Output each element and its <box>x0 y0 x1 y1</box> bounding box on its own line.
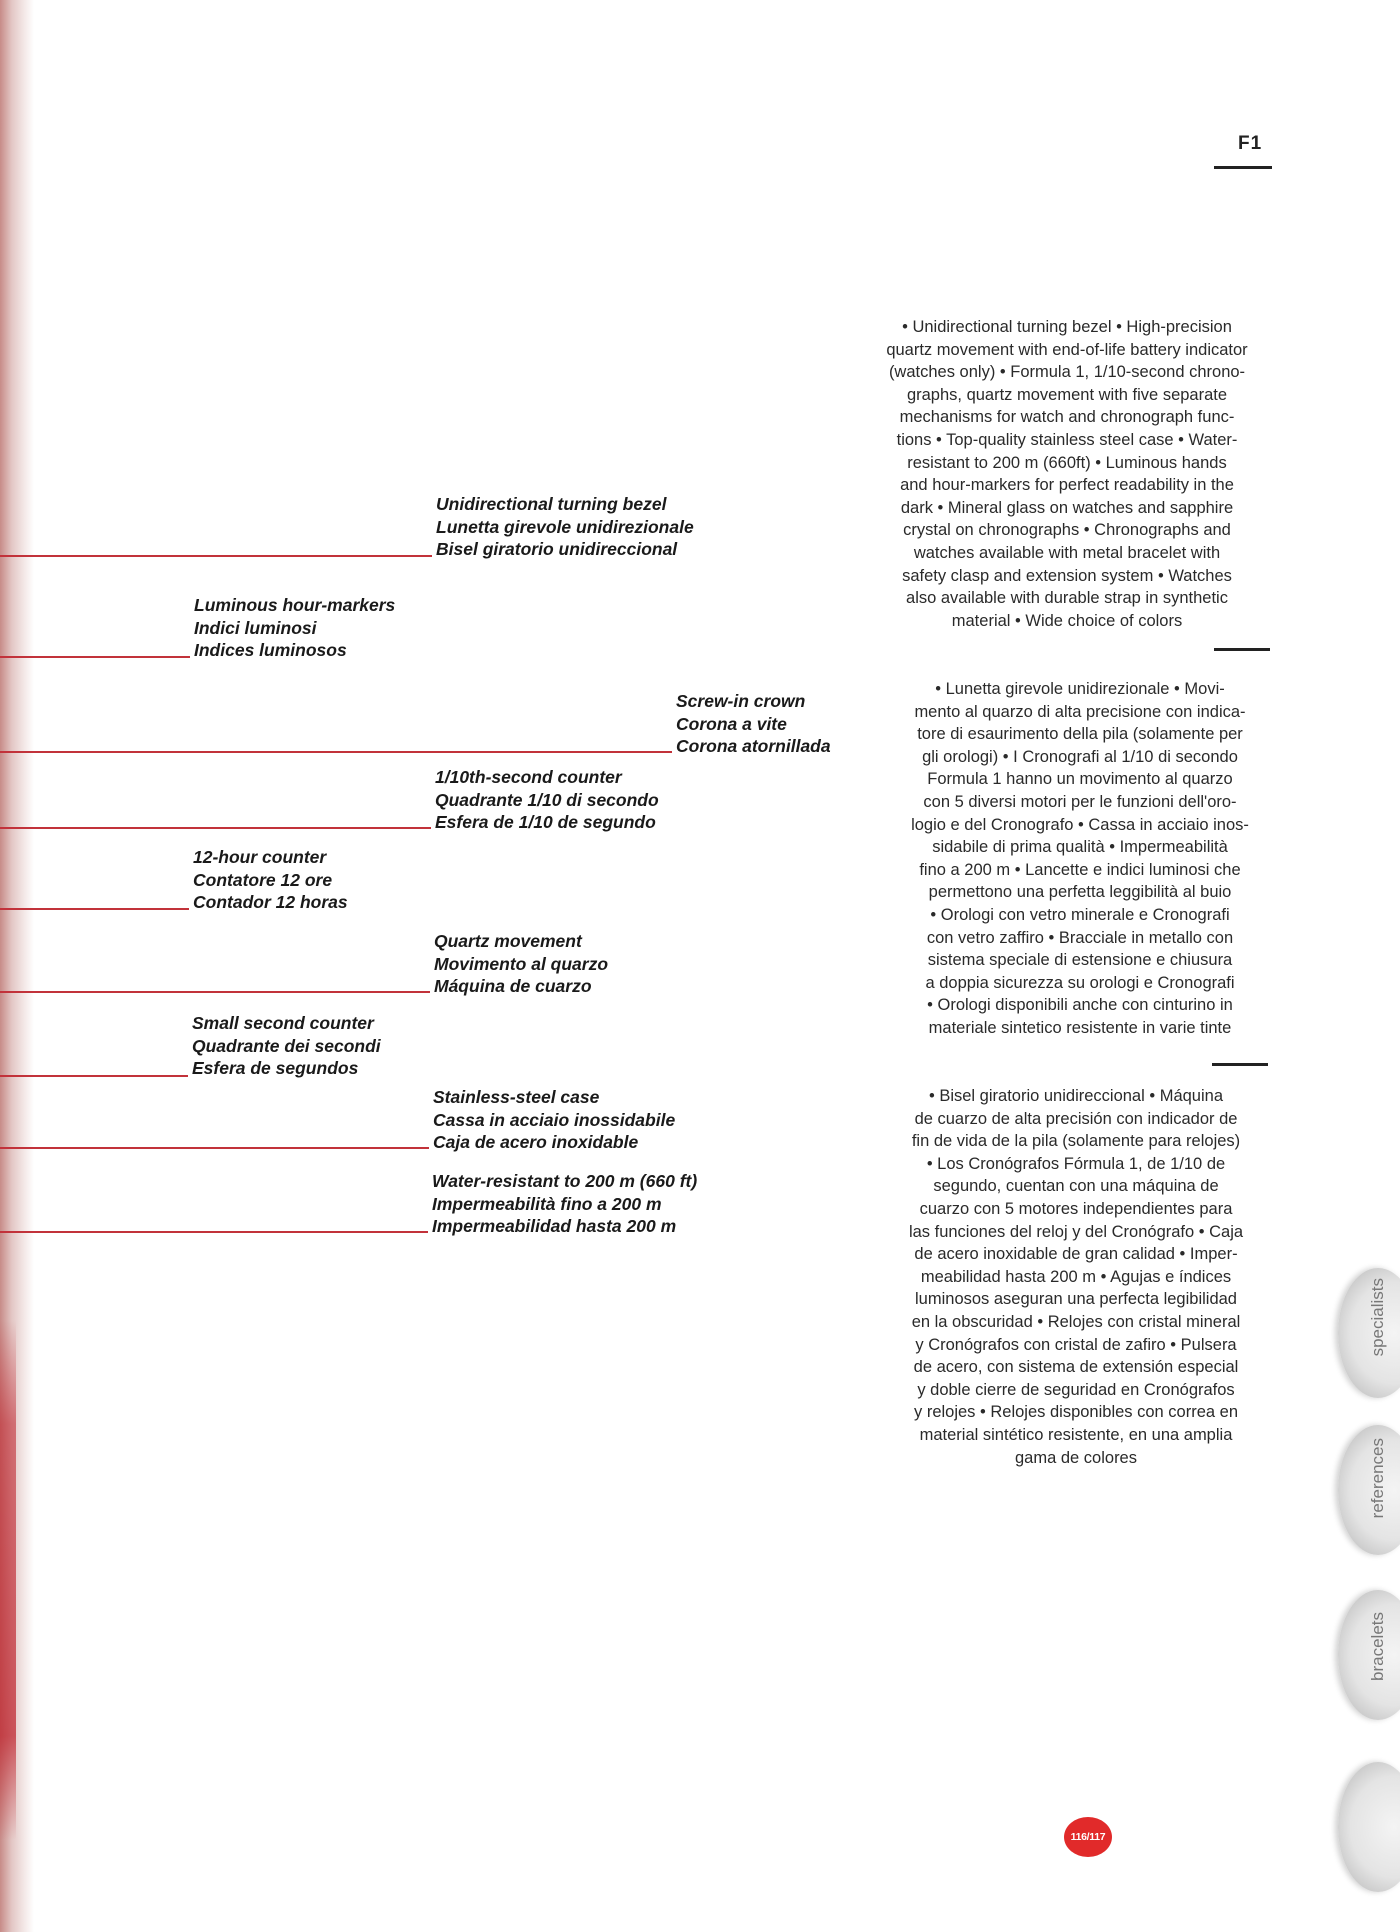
callout-line-es: Bisel giratorio unidireccional <box>436 539 678 559</box>
text-line: de acero, con sistema de extensión especial <box>913 1358 1239 1377</box>
callout-line-it: Contatore 12 ore <box>193 869 333 890</box>
text-line: cuarzo con 5 motores independientes para <box>919 1199 1233 1218</box>
text-line: • Unidirectional turning bezel • High-precision <box>902 318 1232 336</box>
text-line: materiale sintetico resistente in varie tinte <box>928 1018 1232 1037</box>
text-line: luminosos aseguran una perfecta legibilidad <box>915 1290 1237 1309</box>
section-rule <box>1214 166 1272 169</box>
page-number-badge: 116/117 <box>1064 1817 1112 1857</box>
callout-twelve-hour <box>193 846 348 914</box>
text-line: • Los Cronógrafos Fórmula 1, de 1/10 de <box>926 1154 1226 1173</box>
callout-line-it: Lunetta girevole unidirezionale <box>436 516 694 537</box>
callout-line-es: Contador 12 horas <box>193 892 348 912</box>
callout-line-it: Quadrante dei secondi <box>192 1035 381 1056</box>
leader-line-crown <box>0 751 672 753</box>
callout-hour-markers <box>194 594 395 662</box>
leader-line-quartz <box>0 991 430 993</box>
callout-quartz <box>434 930 608 998</box>
text-line: • Lunetta girevole unidirezionale • Movi- <box>935 680 1225 698</box>
leader-line-water <box>0 1231 428 1233</box>
callout-line-en: 1/10th-second counter <box>435 767 622 787</box>
text-line: watches available with metal bracelet with <box>913 543 1221 562</box>
callout-line-es: Corona atornillada <box>676 736 831 756</box>
leader-line-bezel <box>0 555 432 557</box>
text-line: con vetro zaffiro • Bracciale in metallo con <box>926 928 1234 947</box>
text-line: also available with durable strap in synthetic <box>906 589 1228 608</box>
text-line: gli orologi) • I Cronografi al 1/10 di secondo <box>922 747 1238 766</box>
callout-line-es: Impermeabilidad hasta 200 m <box>432 1216 677 1236</box>
text-line: (watches only) • Formula 1, 1/10-second chrono- <box>888 363 1246 382</box>
book-spine-shadow <box>0 0 34 1932</box>
text-line: • Bisel giratorio unidireccional • Máquina <box>928 1087 1224 1105</box>
section-code: F1 <box>1238 133 1263 154</box>
description-english <box>862 316 1272 632</box>
callout-line-en: Screw-in crown <box>676 691 806 711</box>
text-line: crystal on chronographs • Chronographs and <box>903 521 1231 540</box>
callout-line-en: Small second counter <box>192 1013 374 1033</box>
callout-line-en: Luminous hour-markers <box>194 595 396 615</box>
callout-line-es: Máquina de cuarzo <box>434 976 592 996</box>
description-divider <box>1212 1063 1268 1066</box>
text-line: safety clasp and extension system • Watches <box>902 566 1232 585</box>
callout-water <box>432 1170 697 1238</box>
callout-line-it: Movimento al quarzo <box>434 953 609 974</box>
text-line: resistant to 200 m (660ft) • Luminous hands <box>907 453 1227 472</box>
callout-line-en: 12-hour counter <box>193 847 327 867</box>
text-line: meabilidad hasta 200 m • Agujas e índices <box>920 1267 1232 1286</box>
text-line: a doppia sicurezza su orologi e Cronografi <box>925 973 1235 992</box>
callout-line-it: Cassa in acciaio inossidabile <box>433 1109 676 1130</box>
text-line: Formula 1 hanno un movimento al quarzo <box>927 770 1233 789</box>
text-line: segundo, cuentan con una máquina de <box>933 1177 1219 1196</box>
callout-line-es: Esfera de 1/10 de segundo <box>435 812 656 832</box>
callout-small-second <box>192 1012 381 1080</box>
callout-line-en: Quartz movement <box>434 931 582 951</box>
text-line: y relojes • Relojes disponibles con correa en <box>913 1403 1239 1422</box>
callout-line-en: Unidirectional turning bezel <box>436 494 667 514</box>
side-tab-label-bracelets: bracelets <box>1368 1612 1387 1681</box>
text-line: con 5 diversi motori per le funzioni dell'oro- <box>923 792 1237 811</box>
callout-case <box>433 1086 675 1154</box>
text-line: y doble cierre de seguridad en Cronógrafos <box>917 1380 1235 1399</box>
callout-line-es: Indices luminosos <box>194 640 347 660</box>
side-tab-label-references: references <box>1368 1438 1387 1519</box>
text-line: gama de colores <box>1015 1448 1137 1467</box>
text-line: logio e del Cronografo • Cassa in acciaio inos- <box>911 815 1249 834</box>
leader-line-tenth-second <box>0 827 431 829</box>
callout-line-en: Stainless-steel case <box>433 1087 600 1107</box>
leader-line-small-second <box>0 1075 188 1077</box>
text-line: sistema speciale di estensione e chiusura <box>927 951 1233 970</box>
callout-bezel <box>436 493 694 561</box>
description-spanish <box>876 1085 1276 1469</box>
text-line: mento al quarzo di alta precisione con indica- <box>914 702 1246 721</box>
text-line: fin de vida de la pila (solamente para relojes) <box>911 1132 1241 1151</box>
text-line: material • Wide choice of colors <box>951 611 1183 630</box>
text-line: mechanisms for watch and chronograph func- <box>899 408 1235 427</box>
description-italian <box>880 678 1280 1040</box>
text-line: material sintético resistente, en una amplia <box>919 1425 1233 1444</box>
text-line: sidabile di prima qualità • Impermeabilità <box>932 838 1228 857</box>
text-line: graphs, quartz movement with five separate <box>906 385 1228 404</box>
text-line: tions • Top-quality stainless steel case • Water- <box>896 430 1238 449</box>
text-line: de cuarzo de alta precisión con indicador de <box>914 1109 1238 1128</box>
text-line: de acero inoxidable de gran calidad • Imper- <box>914 1245 1238 1264</box>
leader-line-hour-markers <box>0 656 190 658</box>
text-line: en la obscuridad • Relojes con cristal mineral <box>911 1312 1241 1331</box>
text-line: dark • Mineral glass on watches and sapphire <box>900 498 1234 517</box>
leader-line-case <box>0 1147 429 1149</box>
description-divider <box>1214 648 1270 651</box>
text-line: y Cronógrafos con cristal de zafiro • Pulsera <box>915 1335 1237 1354</box>
text-line: • Orologi con vetro minerale e Cronografi <box>930 905 1230 924</box>
callout-crown <box>676 690 831 758</box>
text-line: and hour-markers for perfect readability in the <box>900 476 1234 495</box>
callout-line-it: Impermeabilità fino a 200 m <box>432 1193 662 1214</box>
text-line: las funciones del reloj y del Cronógrafo • Caja <box>908 1222 1244 1241</box>
callout-line-en: Water-resistant to 200 m (660 ft) <box>432 1171 698 1191</box>
text-line: tore di esaurimento della pila (solamente per <box>917 725 1243 744</box>
callout-tenth-second <box>435 766 659 834</box>
text-line: fino a 200 m • Lancette e indici luminosi che <box>919 860 1241 879</box>
callout-line-it: Corona a vite <box>676 713 787 734</box>
text-line: quartz movement with end-of-life battery indicator <box>886 340 1248 359</box>
side-tab-unlabeled[interactable] <box>1338 1762 1400 1892</box>
side-tab-label-specialists: specialists <box>1368 1278 1387 1357</box>
leader-line-twelve-hour <box>0 908 189 910</box>
callout-line-it: Quadrante 1/10 di secondo <box>435 789 659 810</box>
callout-line-es: Esfera de segundos <box>192 1058 359 1078</box>
callout-line-es: Caja de acero inoxidable <box>433 1132 639 1152</box>
text-line: • Orologi disponibili anche con cinturino in <box>927 996 1233 1015</box>
text-line: permettono una perfetta leggibilità al buio <box>928 883 1232 902</box>
callout-line-it: Indici luminosi <box>194 617 317 638</box>
